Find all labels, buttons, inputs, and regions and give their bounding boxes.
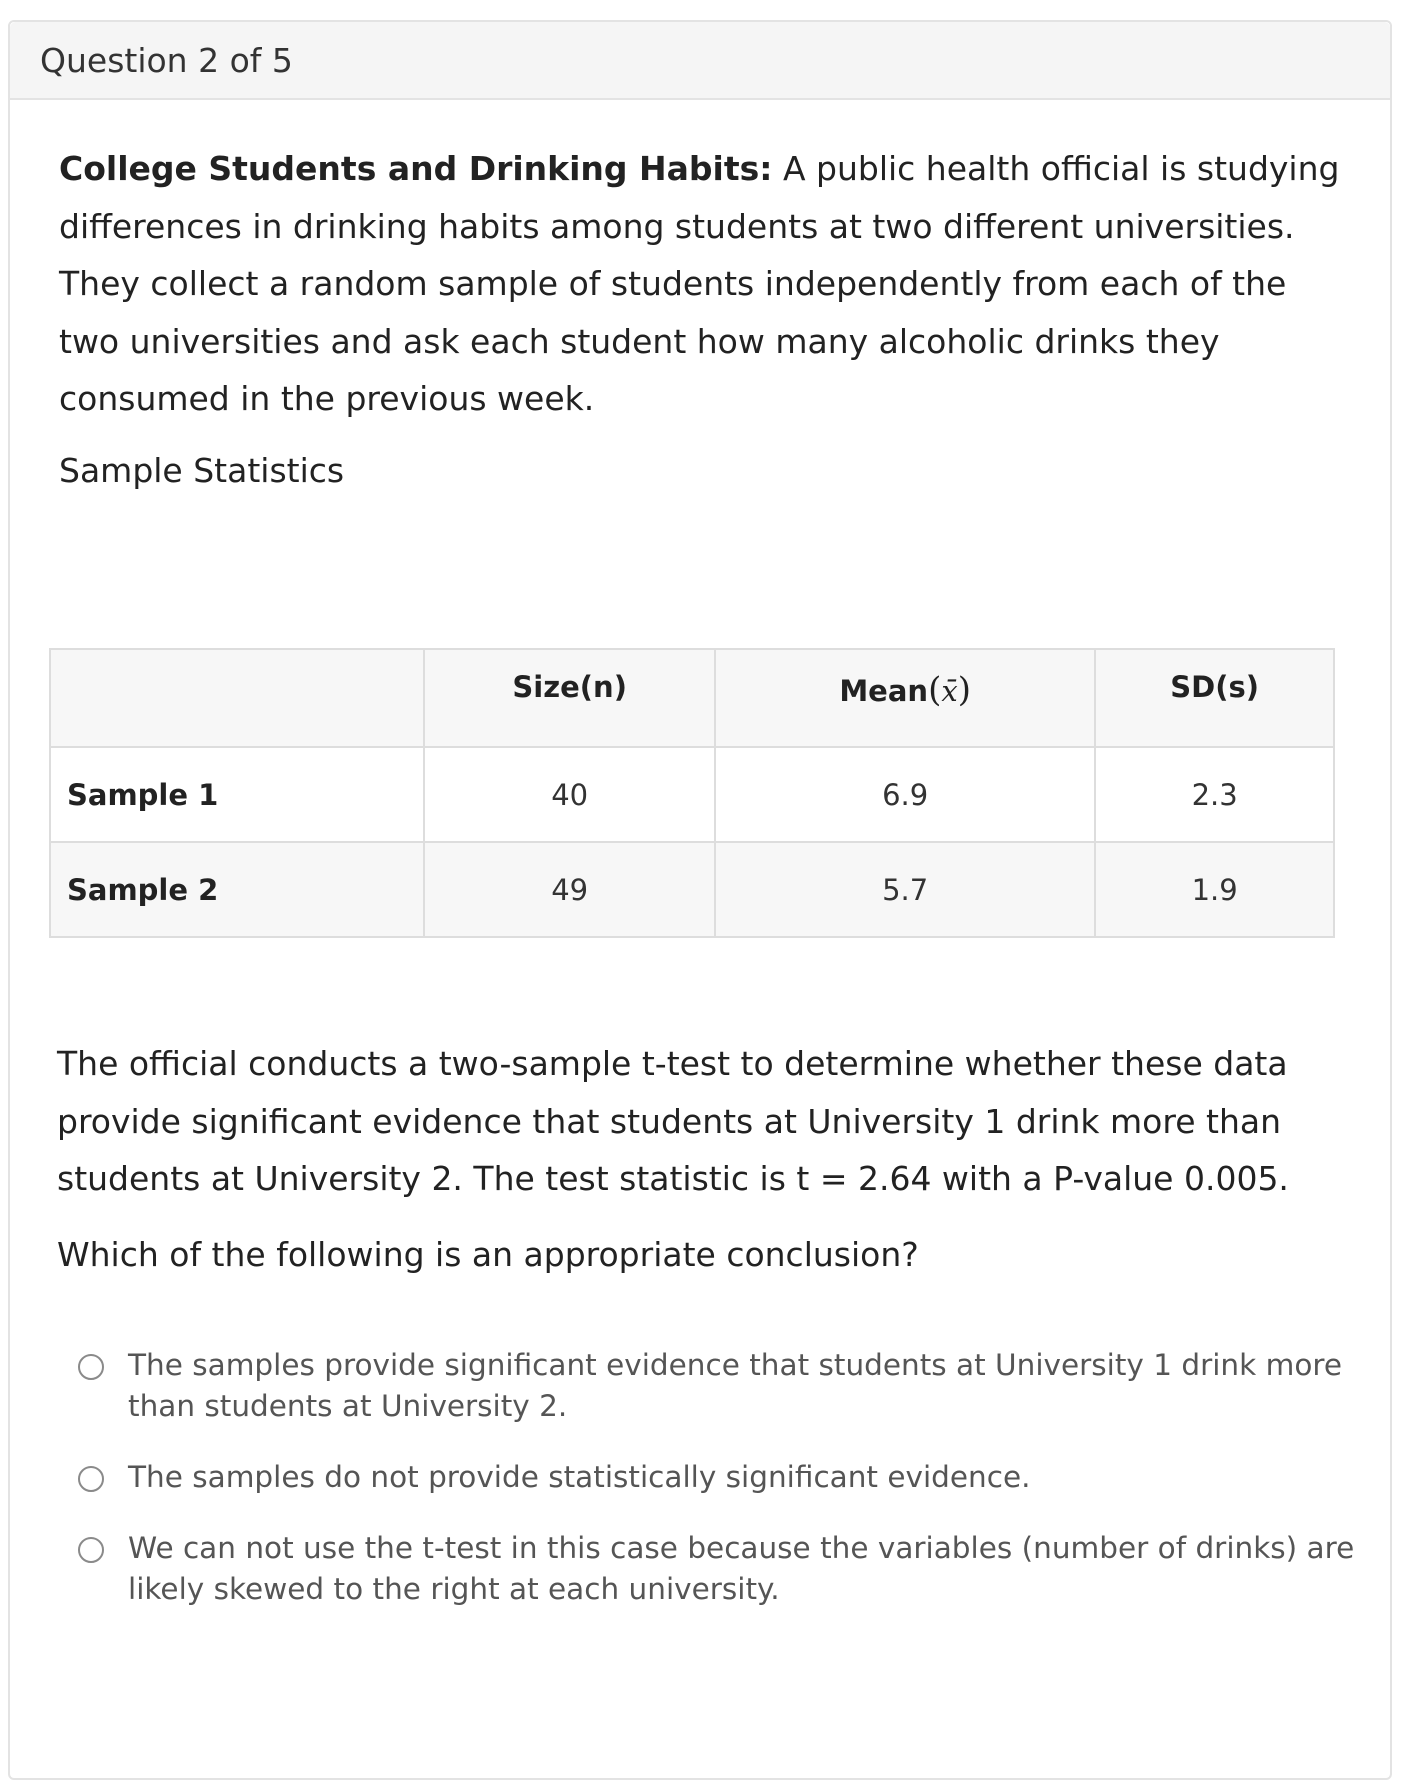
followup-text: The official conducts a two-sample t-test to determine whether these data provide significant evidence that students at University 1 drink more than students at University 2. The test statistic is t = 2.64 with a P-value 0.005. bbox=[57, 1044, 1289, 1198]
table-row bbox=[50, 842, 1334, 937]
table-row bbox=[50, 747, 1334, 842]
radio-button-2[interactable] bbox=[78, 1466, 104, 1492]
cell-sd: 2.3 bbox=[1095, 747, 1334, 842]
prompt-text: A public health official is studying differences in drinking habits among students at two different universities. They collect a random sample of students independently from each of the two universities and ask each student how many alcoholic drinks they consumed in the previous week. bbox=[59, 149, 1340, 418]
header-sd: SD(s) bbox=[1095, 649, 1334, 747]
question-header bbox=[10, 22, 1390, 100]
header-mean-word: Mean bbox=[839, 674, 929, 708]
answer-option-2[interactable] bbox=[78, 1457, 1368, 1498]
header-mean: Mean(x̄) bbox=[715, 649, 1095, 747]
radio-button-1[interactable] bbox=[78, 1354, 104, 1380]
header-size: Size(n) bbox=[424, 649, 715, 747]
question-counter: Question 2 of 5 bbox=[40, 40, 293, 80]
option-label: The samples do not provide statistically significant evidence. bbox=[128, 1460, 1031, 1494]
option-label: The samples provide significant evidence that students at University 1 drink more than students at University 2. bbox=[128, 1348, 1343, 1423]
header-mean-symbol: x̄ bbox=[941, 674, 958, 708]
option-label: We can not use the t-test in this case because the variables (number of drinks) are likely skewed to the right at each university. bbox=[128, 1531, 1355, 1606]
radio-button-3[interactable] bbox=[78, 1537, 104, 1563]
answer-option-1[interactable] bbox=[78, 1345, 1368, 1427]
question-body bbox=[10, 100, 1390, 494]
sample-statistics-table bbox=[49, 648, 1335, 938]
cell-size: 40 bbox=[424, 747, 715, 842]
table-caption: Sample Statistics bbox=[59, 450, 345, 490]
row-label: Sample 2 bbox=[50, 842, 424, 937]
header-blank bbox=[50, 649, 424, 747]
answer-options bbox=[78, 1345, 1368, 1640]
answer-option-3[interactable] bbox=[78, 1528, 1368, 1610]
prompt-title: College Students and Drinking Habits: bbox=[59, 149, 773, 188]
row-label: Sample 1 bbox=[50, 747, 424, 842]
question-text: Which of the following is an appropriate conclusion? bbox=[57, 1235, 919, 1274]
cell-sd: 1.9 bbox=[1095, 842, 1334, 937]
question-prompt bbox=[59, 140, 1340, 428]
cell-mean: 5.7 bbox=[715, 842, 1095, 937]
cell-size: 49 bbox=[424, 842, 715, 937]
table-header-row bbox=[50, 649, 1334, 747]
cell-mean: 6.9 bbox=[715, 747, 1095, 842]
